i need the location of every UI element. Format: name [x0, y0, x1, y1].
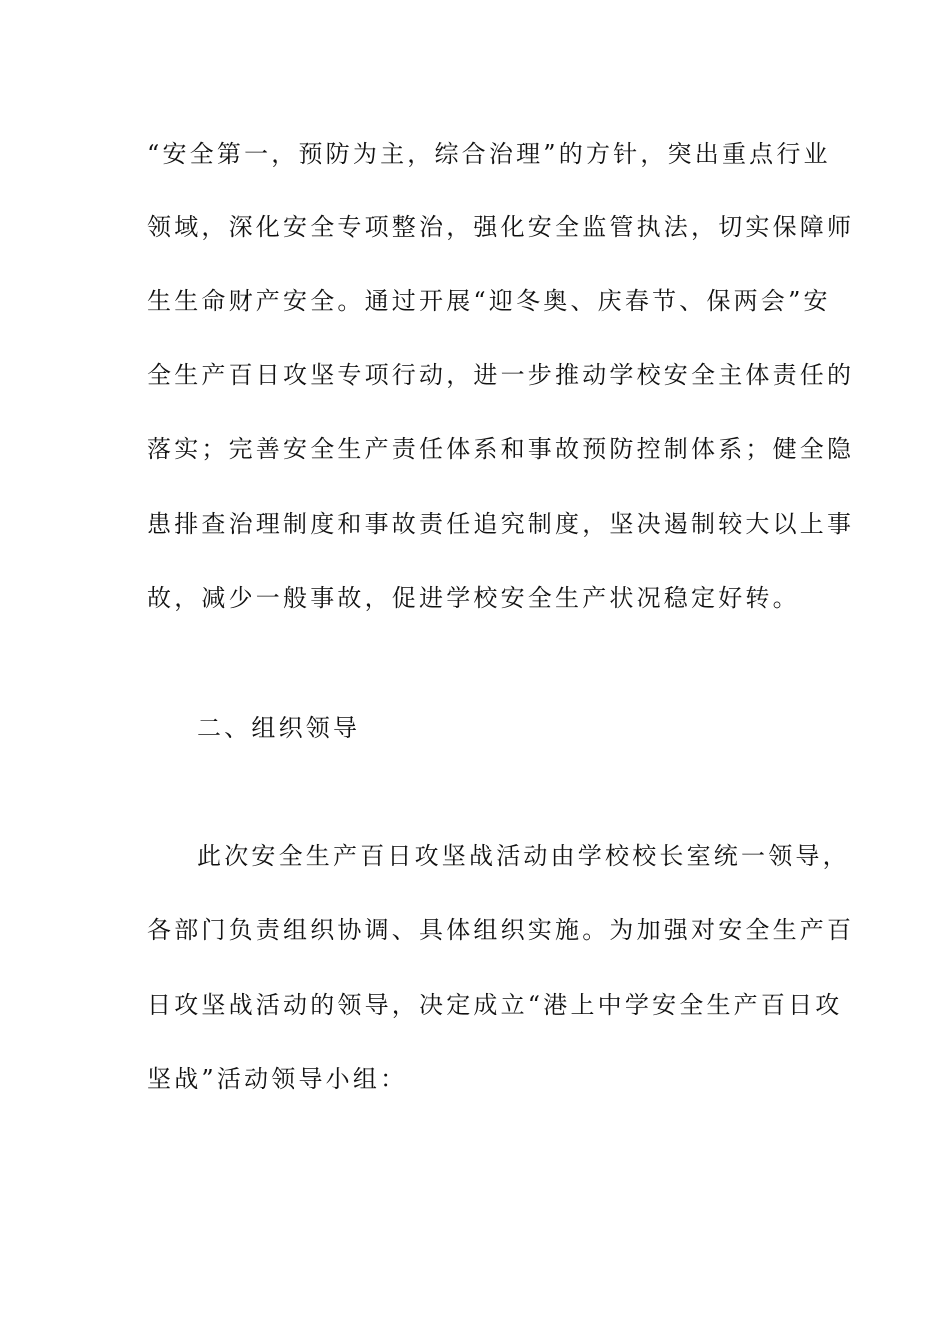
- paragraph-line: 此次安全生产百日攻坚战活动由学校校长室统一领导，: [197, 842, 850, 870]
- section-heading: 二、组织领导: [197, 714, 361, 742]
- paragraph-line: 坚战”活动领导小组：: [147, 1065, 408, 1093]
- paragraph-line: 领域，深化安全专项整治，强化安全监管执法，切实保障师: [147, 213, 855, 241]
- paragraph-line: “安全第一，预防为主，综合治理”的方针，突出重点行业: [147, 140, 831, 168]
- paragraph-line: 各部门负责组织协调、具体组织实施。为加强对安全生产百: [147, 916, 855, 944]
- paragraph-line: 患排查治理制度和事故责任追究制度，坚决遏制较大以上事: [147, 510, 855, 538]
- paragraph-line: 日攻坚战活动的领导，决定成立“港上中学安全生产百日攻: [147, 991, 843, 1019]
- paragraph-line: 落实；完善安全生产责任体系和事故预防控制体系；健全隐: [147, 435, 855, 463]
- paragraph-line: 故，减少一般事故，促进学校安全生产状况稳定好转。: [147, 584, 800, 612]
- paragraph-line: 生生命财产安全。通过开展“迎冬奥、庆春节、保两会”安: [147, 287, 831, 315]
- paragraph-line: 全生产百日攻坚专项行动，进一步推动学校安全主体责任的: [147, 361, 855, 389]
